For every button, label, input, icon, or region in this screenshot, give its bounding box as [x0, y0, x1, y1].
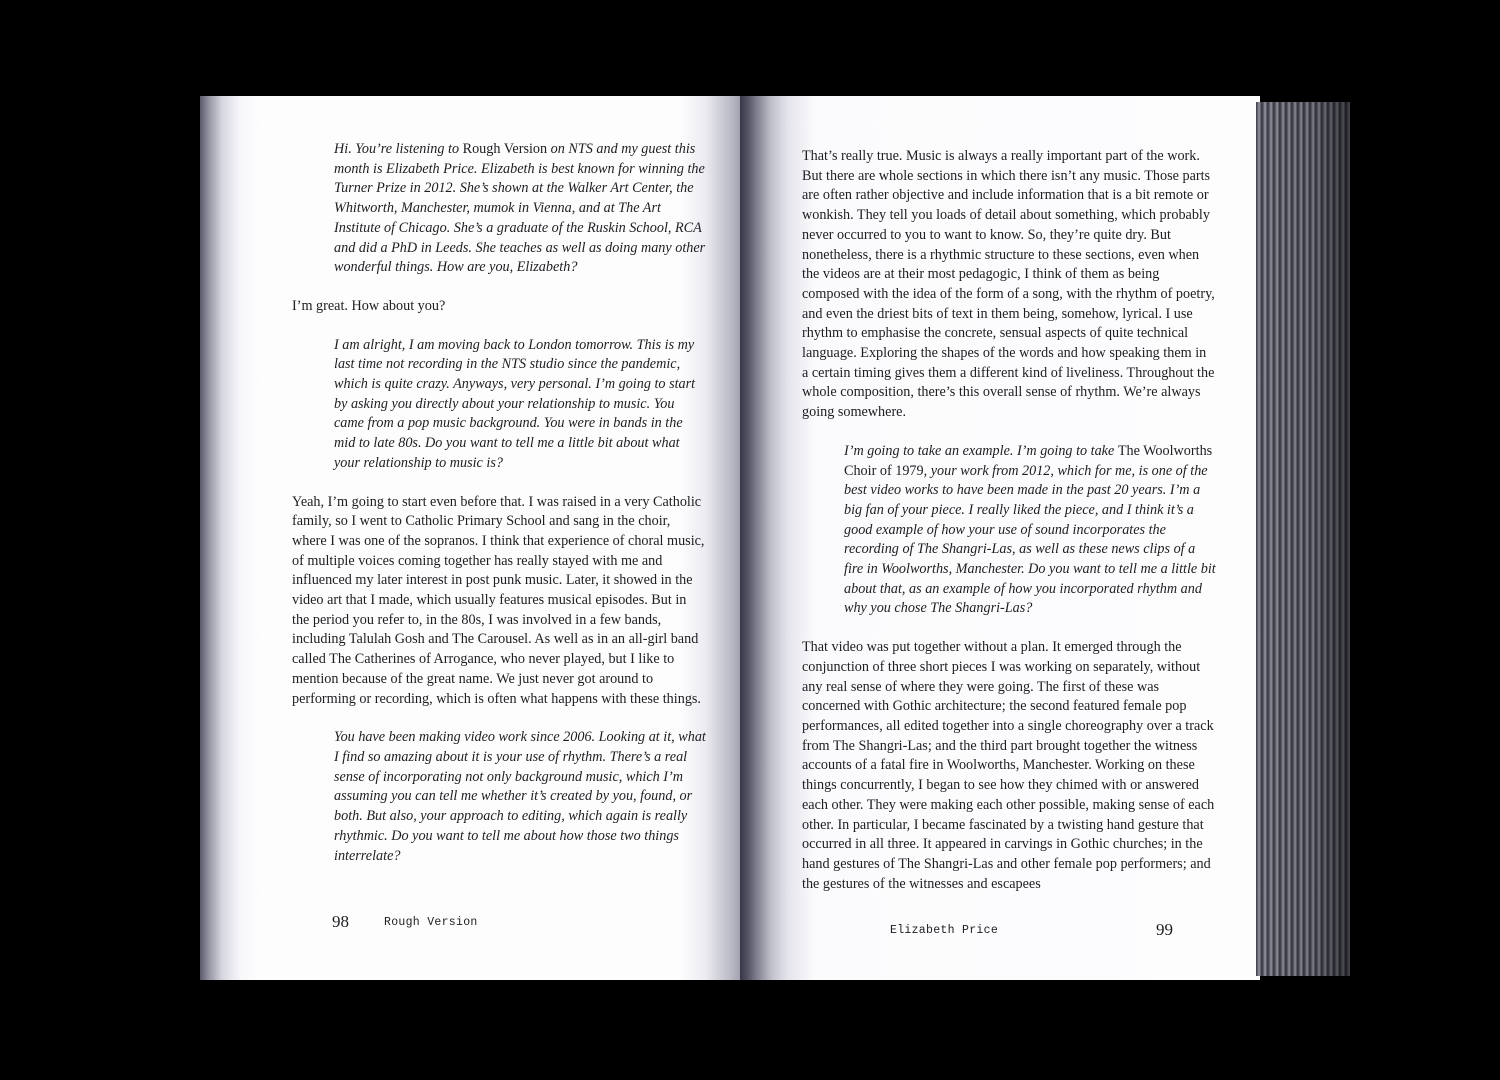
spine-gutter — [740, 96, 772, 980]
answer-1: I’m great. How about you? — [292, 297, 446, 314]
interviewer-question-2: I am alright, I am moving back to London tomorrow. This is my last time not recording in the NTS studio since the pandemic, which is quite crazy. Anyways, very personal. I’m going to start by asking you directly about your relationship to music. You came from a pop music background. You were in bands in the mid to late 80s. Do you want to tell me a little bit about what your relationship to music is? — [334, 336, 696, 471]
interviewer-question-1: Hi. You’re listening to Rough Version on NTS and my guest this month is Elizabeth Price. Elizabeth is best known for winning the Turner Prize in 2012. She’s shown at the Walker Art Center, the Whitworth, Manchester, mumok in Vienna, and at The Art Institute of Chicago. She’s a graduate of the Ruskin School, RCA and did a PhD in Leeds. She teaches as well as doing many other wonderful things. How are you, Elizabeth? — [334, 141, 706, 276]
page-block-edges — [1256, 102, 1350, 976]
interviewer-question-3: You have been making video work since 2006. Looking at it, what I find so amazing about it is your use of rhythm. There’s a real sense of incorporating not only background music, which I’m assuming you can tell me whether it’s created by you, found, or both. But also, your approach to editing, which again is really rhythmic. Do you want to tell me about how those two things interrelate? — [334, 729, 706, 864]
work-title: The Woolworths Choir of 1979 — [844, 442, 1213, 479]
page-number-left: 98 — [332, 912, 349, 931]
left-page-text — [292, 140, 706, 866]
running-head-left: Rough Version — [384, 916, 478, 929]
answer-4: That video was put together without a plan. It emerged through the conjunction of three short pieces I was working on separately, without any real sense of where they were going. The first of these was concerned with Gothic architecture; the second featured female pop performances, all edited together into a single choreography over a track from The Shangri-Las; and the third part brought together the witness accounts of a fatal fire in Woolworths, Manchester. Working on these things concurrently, I began to see how they chimed with or answered each other. They were making each other possible, making sense of each other. In particular, I became fascinated by a twisting hand gesture that occurred in all three. It appeared in carvings in Gothic churches; in the hand gestures of The Shangri-Las and other female pop performers; and the gestures of the witnesses and escapees — [802, 639, 1215, 892]
book-spread — [200, 96, 1350, 980]
page-number-right: 99 — [1156, 920, 1173, 939]
answer-3: That’s really true. Music is always a really important part of the work. But there are whole sections in which there isn’t any music. Those parts are often rather objective and include information that is a bit remote or wonkish. They tell you loads of detail about something, which probably never occurred to you to want to know. So, they’re quite dry. But nonetheless, there is a rhythmic structure to these sections, even when the videos are at their most pedagogic, I think of them as being composed with the idea of the form of a song, with the rhythm of poetry, and even the driest bits of text in them being, somehow, lyrical. I use rhythm to emphasise the concrete, sensual aspects of quite technical language. Exploring the shapes of the words and how speaking them in a certain timing gives them a different kind of liveliness. Throughout the whole composition, there’s this overall sense of rhythm. We’re always going somewhere. — [802, 148, 1215, 421]
right-page — [740, 96, 1260, 980]
left-page — [200, 96, 760, 980]
answer-2: Yeah, I’m going to start even before that. I was raised in a very Catholic family, so I went to Catholic Primary School and sang in the choir, where I was one of the sopranos. I think that experience of choral music, of multiple voices coming together has really stayed with me and influenced my later interest in post punk music. Later, it showed in the video art that I made, which usually features musical episodes. But in the period you refer to, in the 80s, I was involved in a few bands, including Talulah Gosh and The Carousel. As well as in an all-girl band called The Catherines of Arrogance, who never played, but I like to mention because of the great name. We just never got around to performing or recording, which is often what happens with these things. — [292, 493, 705, 707]
interviewer-question-4: I’m going to take an example. I’m going to take The Woolworths Choir of 1979, your work from 2012, which for me, is one of the best video works to have been made in the past 20 years. I’m a big fan of your piece. I really liked the piece, and I think it’s a good example of how your use of sound incorporates the recording of The Shangri-Las, as well as these news clips of a fire in Woolworths, Manchester. Do you want to tell me a little bit about that, as an example of how you incorporated rhythm and why you chose The Shangri-Las? — [844, 442, 1216, 617]
show-title: Rough Version — [462, 141, 548, 157]
running-head-right: Elizabeth Price — [890, 924, 999, 937]
right-page-text — [802, 147, 1216, 894]
